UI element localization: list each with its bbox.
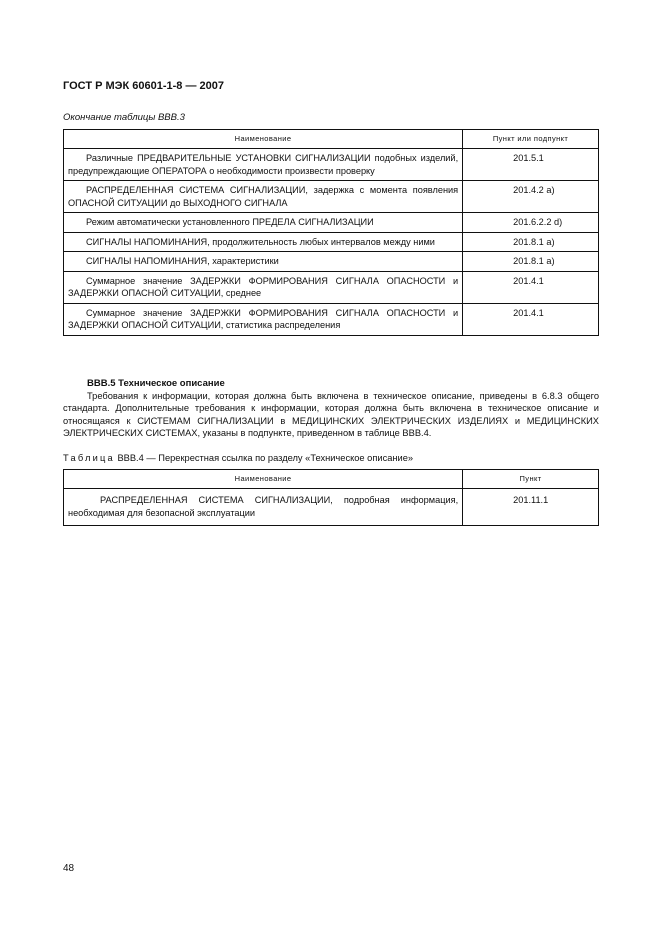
section-title: ВВВ.5 Техническое описание <box>87 378 225 389</box>
cell-ref: 201.6.2.2 d) <box>463 213 599 233</box>
page-number: 48 <box>63 863 75 874</box>
column-header-ref: Пункт или подпункт <box>463 130 599 149</box>
table-row <box>64 489 599 526</box>
column-header-name: Наименование <box>64 130 463 149</box>
table-header-row <box>64 130 599 149</box>
cell-name-text: Суммарное значение ЗАДЕРЖКИ ФОРМИРОВАНИЯ СИГНАЛА ОПАСНОСТИ и ЗАДЕРЖКИ ОПАСНОЙ СИТУАЦИИ, среднее <box>68 275 459 298</box>
cell-name <box>64 252 463 272</box>
cell-name-text: СИГНАЛЫ НАПОМИНАНИЯ, продолжительность любых интервалов между ними <box>86 236 435 247</box>
cell-name <box>64 303 463 335</box>
cell-name-text: Суммарное значение ЗАДЕРЖКИ ФОРМИРОВАНИЯ СИГНАЛА ОПАСНОСТИ и ЗАДЕРЖКИ ОПАСНОЙ СИТУАЦИИ, статистика распределения <box>68 307 459 330</box>
section-body-text: Требования к информации, которая должна быть включена в техническое описание, приведены в 6.8.3 общего стандарта. Дополнительные требования к информации, которая должна быть включена в техническое описание и относящаяся к СИСТЕМАМ СИГНАЛИЗАЦИИ в МЕДИЦИНСКИХ ЭЛЕКТРИЧЕСКИХ ИЗДЕЛИЯХ и МЕДИЦИНСКИХ ЭЛЕКТРИЧЕСКИХ СИСТЕМАХ, указаны в подпункте, приведенном в таблице ВВВ.4. <box>63 391 599 438</box>
document-header: ГОСТ Р МЭК 60601-1-8 — 2007 <box>63 80 224 92</box>
table-row <box>64 213 599 233</box>
table-row <box>64 181 599 213</box>
cell-name <box>64 181 463 213</box>
cell-name <box>64 232 463 252</box>
table-row <box>64 232 599 252</box>
column-header-ref: Пункт <box>463 470 599 489</box>
table-caption-label: Таблица <box>63 453 115 463</box>
table-row <box>64 149 599 181</box>
table-row <box>64 252 599 272</box>
cell-ref: 201.11.1 <box>463 489 599 526</box>
column-header-name: Наименование <box>64 470 463 489</box>
cell-name-text: Режим автоматически установленного ПРЕДЕЛА СИГНАЛИЗАЦИИ <box>86 217 374 227</box>
table-continuation-caption: Окончание таблицы ВВВ.3 <box>63 112 185 123</box>
cell-name <box>64 489 463 526</box>
table-bbb3 <box>63 129 599 336</box>
cell-ref: 201.4.1 <box>463 303 599 335</box>
cell-ref: 201.4.2 а) <box>463 181 599 213</box>
cell-name <box>64 213 463 233</box>
cell-name-text: СИГНАЛЫ НАПОМИНАНИЯ, характеристики <box>86 256 279 266</box>
table-row <box>64 271 599 303</box>
table-caption-text: ВВВ.4 — Перекрестная ссылка по разделу «Техническое описание» <box>117 453 414 463</box>
table-bbb4-caption <box>63 453 413 463</box>
cell-ref: 201.4.1 <box>463 271 599 303</box>
cell-name-text: РАСПРЕДЕЛЕННАЯ СИСТЕМА СИГНАЛИЗАЦИИ, задержка с момента появления ОПАСНОЙ СИТУАЦИИ до ВЫХОДНОГО СИГНАЛА <box>68 185 459 208</box>
table-bbb4 <box>63 469 599 526</box>
table-header-row <box>64 470 599 489</box>
cell-name <box>64 271 463 303</box>
cell-ref: 201.5.1 <box>463 149 599 181</box>
cell-name <box>64 149 463 181</box>
cell-name-text: Различные ПРЕДВАРИТЕЛЬНЫЕ УСТАНОВКИ СИГНАЛИЗАЦИИ подобных изделий, предупреждающие ОПЕРАТОРА о необходимости произвести проверку <box>68 153 459 176</box>
cell-name-text: РАСПРЕДЕЛЕННАЯ СИСТЕМА СИГНАЛИЗАЦИИ, подробная информация, необходимая для безопасной эксплуатации <box>68 495 459 518</box>
cell-ref: 201.8.1 а) <box>463 232 599 252</box>
cell-ref: 201.8.1 а) <box>463 252 599 272</box>
section-body <box>63 390 599 439</box>
table-row <box>64 303 599 335</box>
